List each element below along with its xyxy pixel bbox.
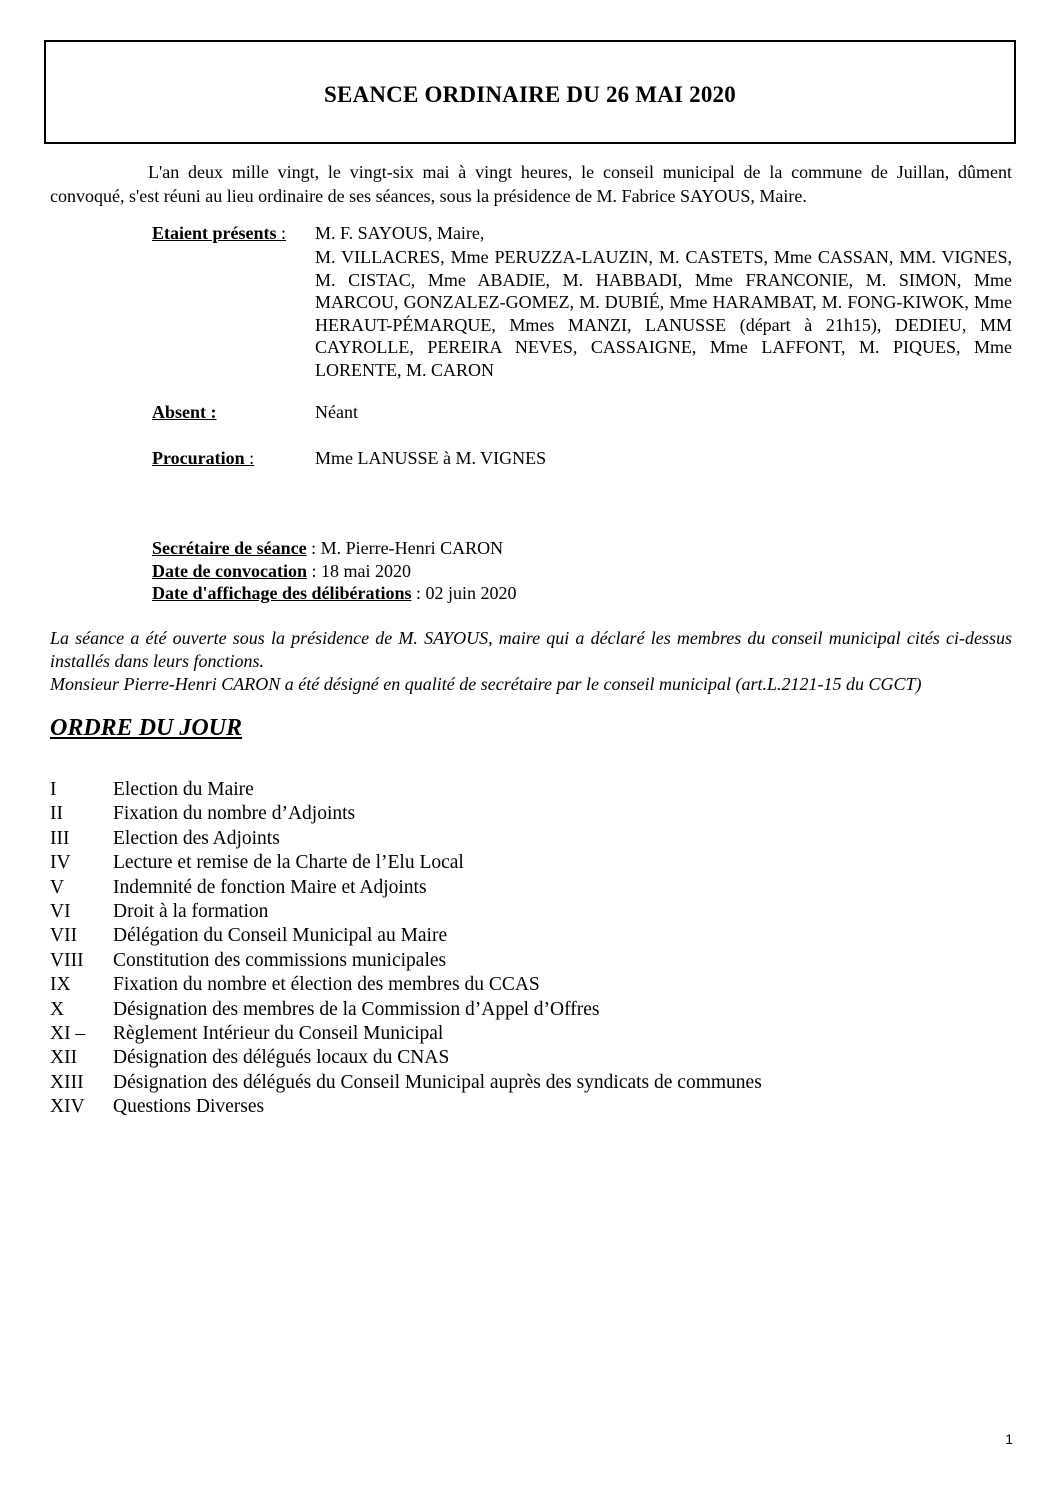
agenda-item-number: IV (50, 852, 71, 874)
agenda-item (50, 851, 1010, 875)
agenda-item-number: X (50, 998, 65, 1020)
convocation-value: : 18 mai 2020 (306, 561, 411, 581)
agenda-item-text: Election des Adjoints (113, 827, 280, 849)
agenda-item (50, 802, 1010, 826)
agenda-item-number: XII (50, 1047, 78, 1069)
page-title: SEANCE ORDINAIRE DU 26 MAI 2020 (324, 82, 736, 107)
agenda-item (50, 778, 1010, 802)
agenda-item-text: Désignation des membres de la Commission d’Appel d’Offres (113, 998, 600, 1020)
agenda-item-text: Délégation du Conseil Municipal au Maire (113, 925, 448, 947)
secretaire-line (152, 538, 503, 559)
presents-first: M. F. SAYOUS, Maire, (315, 223, 485, 243)
absent-label: Absent : (152, 402, 217, 422)
agenda-item-text: Désignation des délégués du Conseil Municipal auprès des syndicats de communes (113, 1071, 762, 1093)
procuration-value: Mme LANUSSE à M. VIGNES (315, 448, 547, 468)
agenda-list (50, 778, 1010, 1119)
convocation-label: Date de convocation (152, 561, 307, 581)
opening-line-2: Monsieur Pierre-Henri CARON a été désigné en qualité de secrétaire par le conseil municipal (art.L.2121-15 du CGCT) (50, 674, 922, 694)
agenda-item-number: IX (50, 974, 71, 996)
opening-statement (50, 627, 1012, 696)
presents-label-separator: : (276, 223, 287, 243)
agenda-item-number: V (50, 876, 65, 898)
agenda-item (50, 949, 1010, 973)
agenda-item-number: XIV (50, 1096, 85, 1118)
absent-value: Néant (315, 402, 358, 422)
ordre-du-jour-heading: ORDRE DU JOUR (50, 715, 243, 741)
agenda-item-text: Questions Diverses (113, 1096, 265, 1118)
intro-paragraph: L'an deux mille vingt, le vingt-six mai à vingt heures, le conseil municipal de la commune de Juillan, dûment convoqué, s'est réuni au lieu ordinaire de ses séances, sous la présidence de M. Fabrice SAYOUS, Maire. (50, 162, 1012, 206)
agenda-item-text: Indemnité de fonction Maire et Adjoints (113, 876, 427, 898)
agenda-item-number: XIII (50, 1071, 84, 1093)
affichage-label: Date d'affichage des délibérations (152, 583, 412, 603)
convocation-line (152, 561, 411, 582)
presents-label (152, 223, 286, 244)
agenda-item-number: XI – (50, 1022, 86, 1044)
agenda-item (50, 900, 1010, 924)
agenda-item-number: I (50, 779, 57, 800)
title-box (44, 40, 1016, 144)
agenda-item (50, 998, 1010, 1022)
agenda-item-text: Fixation du nombre d’Adjoints (113, 803, 356, 825)
agenda-item (50, 924, 1010, 948)
agenda-item (50, 827, 1010, 851)
procuration-label-separator: : (244, 448, 255, 468)
secretaire-label: Secrétaire de séance (152, 538, 307, 558)
secretaire-value: : M. Pierre-Henri CARON (306, 538, 504, 558)
procuration-label (152, 448, 254, 469)
page-number: 1 (1005, 1431, 1013, 1447)
opening-line-1: La séance a été ouverte sous la présidence de M. SAYOUS, maire qui a déclaré les membres du conseil municipal cités ci-dessus installés dans leurs fonctions. (50, 628, 1012, 671)
agenda-item-number: VIII (50, 949, 84, 971)
agenda-item (50, 1095, 1010, 1119)
agenda-item-text: Droit à la formation (113, 900, 269, 922)
agenda-item-text: Règlement Intérieur du Conseil Municipal (113, 1022, 444, 1044)
agenda-item-number: VI (50, 900, 71, 922)
agenda-item-text: Désignation des délégués locaux du CNAS (113, 1047, 450, 1069)
agenda-item (50, 1071, 1010, 1095)
agenda-item-number: VII (50, 925, 78, 947)
agenda-item (50, 876, 1010, 900)
agenda-item (50, 973, 1010, 997)
agenda-item-number: III (50, 827, 70, 849)
agenda-item-number: II (50, 803, 63, 825)
procuration-label-text: Procuration (152, 448, 245, 468)
agenda-item-text: Constitution des commissions municipales (113, 949, 447, 971)
affichage-line (152, 583, 517, 604)
agenda-item-text: Election du Maire (113, 779, 254, 800)
agenda-item-text: Fixation du nombre et élection des membres du CCAS (113, 974, 540, 996)
agenda-item-text: Lecture et remise de la Charte de l’Elu Local (113, 852, 464, 874)
presents-list: M. VILLACRES, Mme PERUZZA-LAUZIN, M. CASTETS, Mme CASSAN, MM. VIGNES, M. CISTAC, Mme ABADIE, M. HABBADI, Mme FRANCONIE, M. SIMON, Mme MARCOU, GONZALEZ-GOMEZ, M. DUBIÉ, Mme HARAMBAT, M. FONG-KIWOK, Mme HERAUT-PÉMARQUE, Mmes MANZI, LANUSSE (départ à 21h15), DEDIEU, MM CAYROLLE, PEREIRA NEVES, CASSAIGNE, Mme LAFFONT, M. PIQUES, Mme LORENTE, M. CARON (315, 247, 1012, 380)
affichage-value: : 02 juin 2020 (411, 583, 517, 603)
agenda-item (50, 1022, 1010, 1046)
agenda-item (50, 1046, 1010, 1070)
presents-label-text: Etaient présents (152, 223, 277, 243)
